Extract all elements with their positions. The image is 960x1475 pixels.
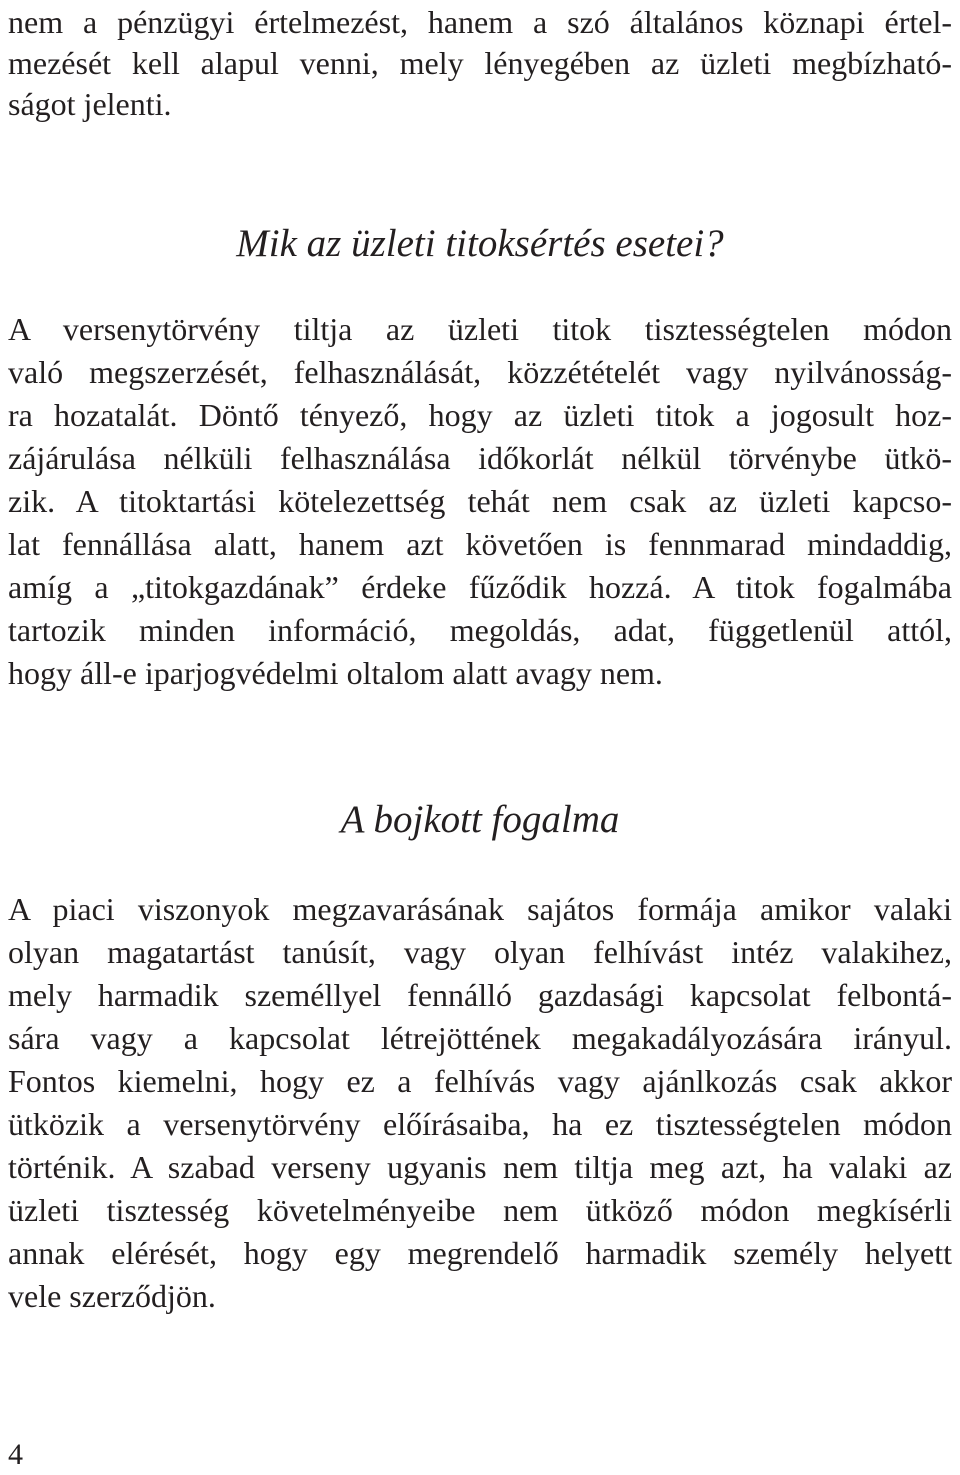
section-heading: Mik az üzleti titoksértés esetei?	[236, 222, 724, 265]
text-line: A versenytörvény tiltja az üzleti titok tisztességtelen módon	[8, 311, 952, 347]
text-line: zájárulása nélküli felhasználása időkorlát nélkül törvénybe ütkö-	[8, 440, 952, 476]
text-line: zik. A titoktartási kötelezettség tehát nem csak az üzleti kapcso-	[8, 483, 952, 519]
text-line: A piaci viszonyok megzavarásának sajátos formája amikor valaki	[8, 891, 952, 927]
text-line: nem a pénzügyi értelmezést, hanem a szó általános köznapi értel-	[8, 4, 952, 40]
text-line: ságot jelenti.	[8, 86, 172, 122]
text-line: sára vagy a kapcsolat létrejöttének megakadályozására irányul.	[8, 1020, 952, 1056]
text-line: történik. A szabad verseny ugyanis nem tiltja meg azt, ha valaki az	[8, 1149, 952, 1185]
text-line: mezését kell alapul venni, mely lényegében az üzleti megbízható-	[8, 45, 952, 81]
text-line: lat fennállása alatt, hanem azt követően is fennmarad mindaddig,	[8, 526, 952, 562]
text-line: való megszerzését, felhasználását, közzétételét vagy nyilvánosság-	[8, 354, 952, 390]
text-line: olyan magatartást tanúsít, vagy olyan felhívást intéz valakihez,	[8, 934, 952, 970]
text-line: hogy áll-e iparjogvédelmi oltalom alatt avagy nem.	[8, 655, 663, 691]
text-line: amíg a „titokgazdának” érdeke fűződik hozzá. A titok fogalmába	[8, 569, 952, 605]
text-line: Fontos kiemelni, hogy ez a felhívás vagy ajánlkozás csak akkor	[8, 1063, 952, 1099]
text-line: annak elérését, hogy egy megrendelő harmadik személy helyett	[8, 1235, 952, 1271]
text-line: tartozik minden információ, megoldás, adat, függetlenül attól,	[8, 612, 952, 648]
page-number: 4	[8, 1438, 23, 1471]
text-line: ra hozatalát. Döntő tényező, hogy az üzleti titok a jogosult hoz-	[8, 397, 952, 433]
text-line: mely harmadik személlyel fennálló gazdasági kapcsolat felbontá-	[8, 977, 952, 1013]
text-line: vele szerződjön.	[8, 1278, 216, 1314]
text-line: üzleti tisztesség követelményeibe nem ütköző módon megkísérli	[8, 1192, 952, 1228]
text-line: ütközik a versenytörvény előírásaiba, ha ez tisztességtelen módon	[8, 1106, 952, 1142]
section-heading: A bojkott fogalma	[340, 798, 620, 841]
